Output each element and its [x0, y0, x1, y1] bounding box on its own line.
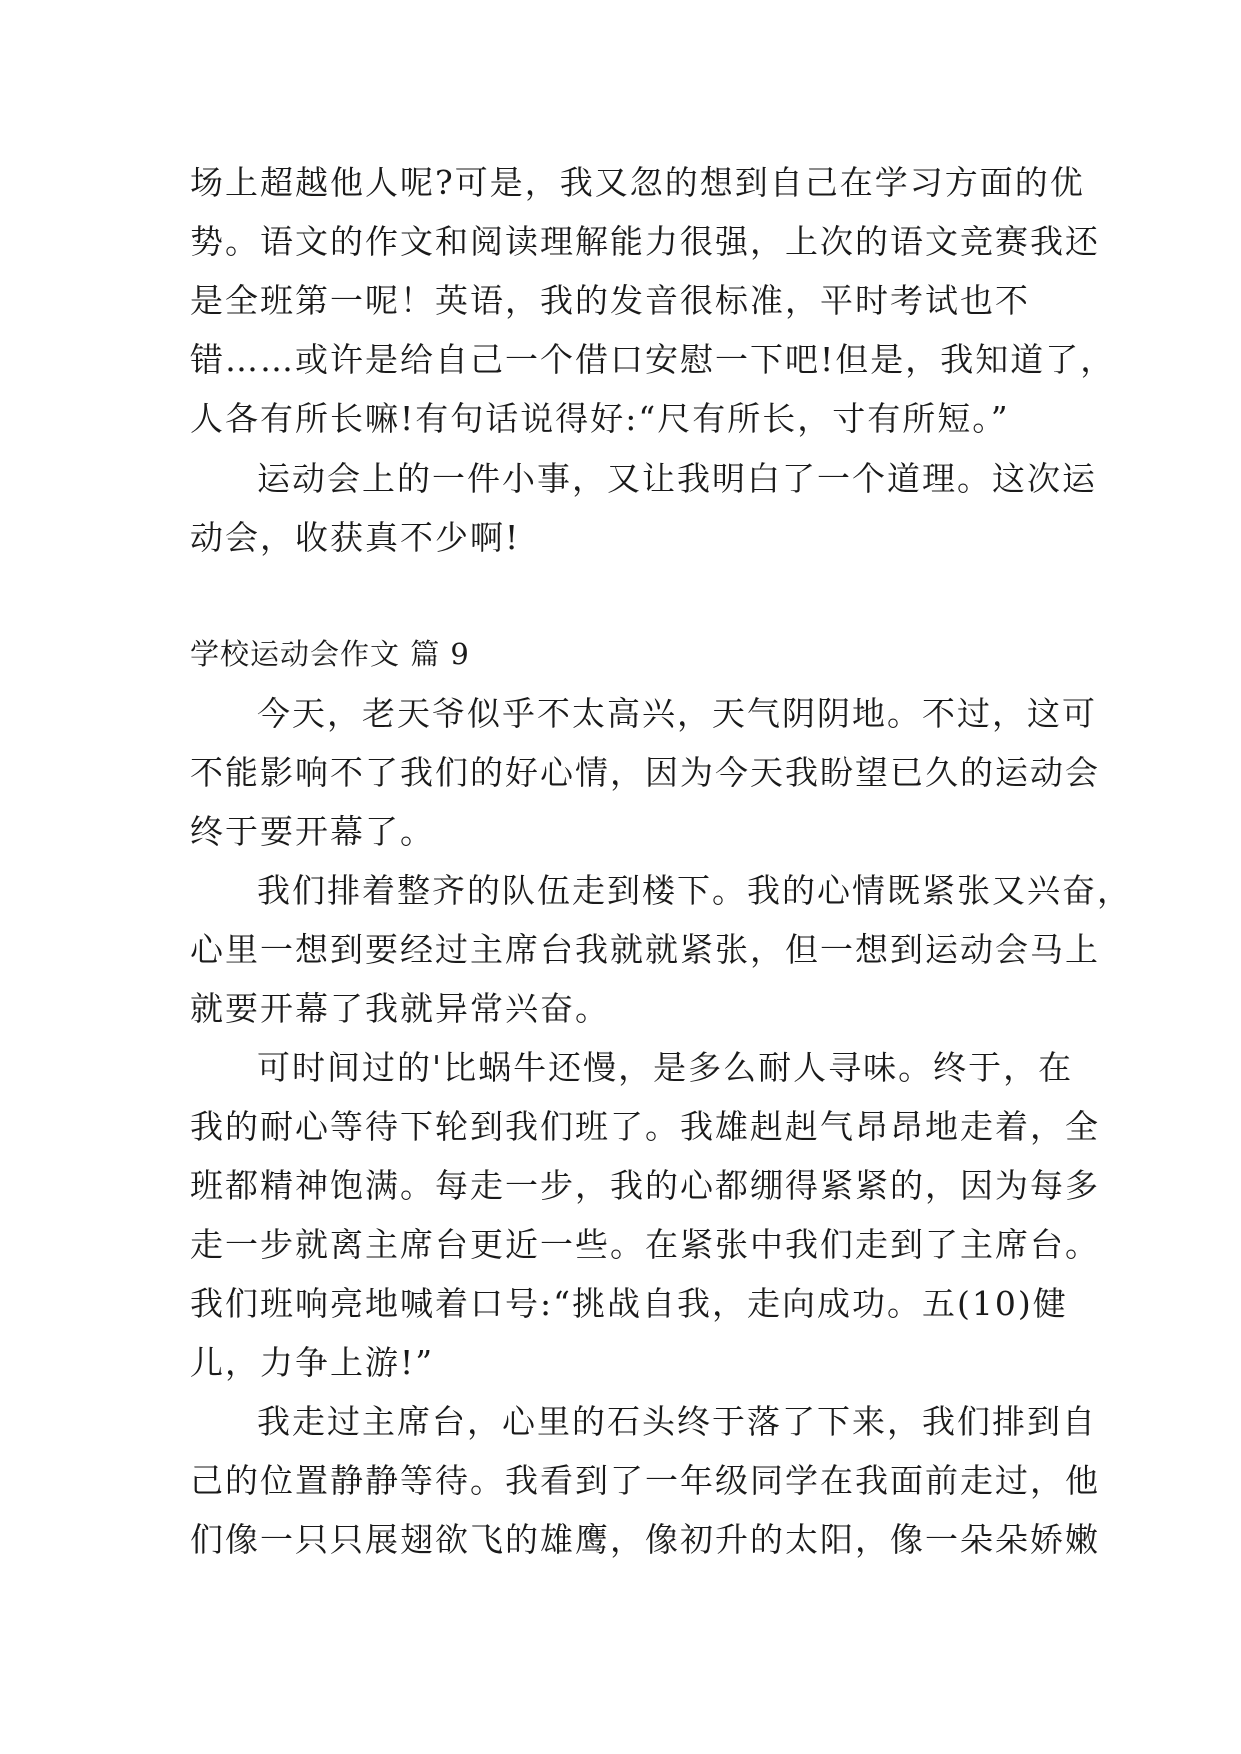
body-line: 儿，力争上游!”	[190, 1343, 435, 1382]
section-heading: 学校运动会作文 篇 9	[190, 637, 470, 671]
body-line: 场上超越他人呢?可是，我又忽的想到自己在学习方面的优	[190, 163, 1085, 202]
body-line: 们像一只只展翅欲飞的雄鹰，像初升的太阳，像一朵朵娇嫩	[190, 1520, 1100, 1559]
body-line: 人各有所长嘛!有句话说得好:“尺有所长，寸有所短。”	[190, 399, 1010, 438]
body-line: 势。语文的作文和阅读理解能力很强，上次的语文竞赛我还	[190, 222, 1100, 261]
body-line: 就要开幕了我就异常兴奋。	[190, 989, 610, 1028]
body-line: 我们排着整齐的队伍走到楼下。我的心情既紧张又兴奋，	[257, 871, 1132, 910]
body-line: 终于要开幕了。	[190, 812, 435, 851]
body-line: 我的耐心等待下轮到我们班了。我雄赳赳气昂昂地走着，全	[190, 1107, 1100, 1146]
body-line: 己的位置静静等待。我看到了一年级同学在我面前走过，他	[190, 1461, 1100, 1500]
body-line: 班都精神饱满。每走一步，我的心都绷得紧紧的，因为每多	[190, 1166, 1100, 1205]
body-line: 错……或许是给自己一个借口安慰一下吧!但是，我知道了，	[190, 340, 1116, 379]
body-line: 可时间过的'比蜗牛还慢，是多么耐人寻味。终于，在	[257, 1048, 1074, 1087]
body-line: 今天，老天爷似乎不太高兴，天气阴阴地。不过，这可	[257, 694, 1097, 733]
body-line: 动会，收获真不少啊!	[190, 518, 521, 557]
body-line: 我们班响亮地喊着口号:“挑战自我，走向成功。五(10)健	[190, 1284, 1068, 1323]
body-line: 是全班第一呢！英语，我的发音很标准，平时考试也不	[190, 281, 1030, 320]
body-line: 我走过主席台，心里的石头终于落了下来，我们排到自	[257, 1402, 1097, 1441]
body-line: 走一步就离主席台更近一些。在紧张中我们走到了主席台。	[190, 1225, 1100, 1264]
body-line: 不能影响不了我们的好心情，因为今天我盼望已久的运动会	[190, 753, 1100, 792]
body-line: 心里一想到要经过主席台我就就紧张，但一想到运动会马上	[190, 930, 1100, 969]
body-line: 运动会上的一件小事，又让我明白了一个道理。这次运	[257, 459, 1097, 498]
